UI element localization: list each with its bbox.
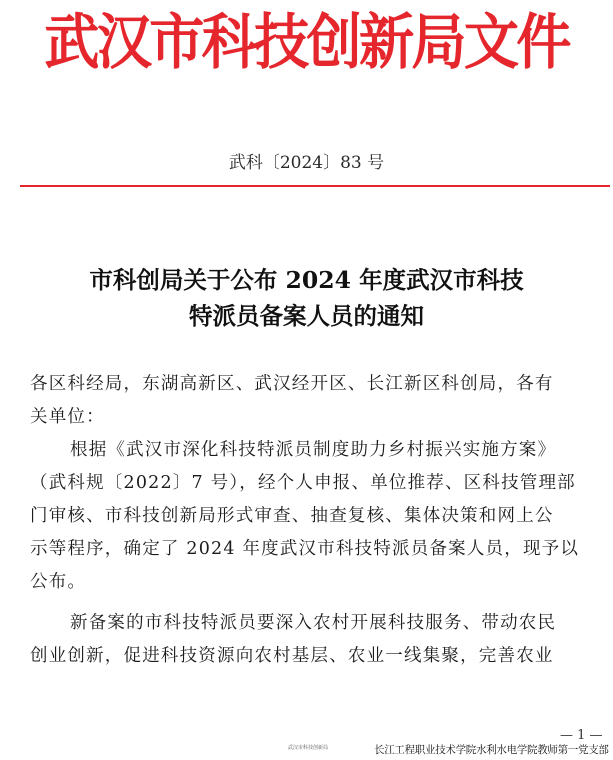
paragraph-2-line-2: 创业创新，促进科技资源向农村基层、农业一线集聚，完善农业 [30, 646, 554, 666]
red-divider-line [20, 185, 610, 187]
paragraph-1-line-4: 示等程序，确定了 2024 年度武汉市科技特派员备案人员，现予以 [30, 539, 580, 559]
paragraph-2-line-1: 新备案的市科技特派员要深入农村开展科技服务、带动农民 [70, 613, 557, 633]
masthead-title: 武汉市科技创新局文件 [44, 8, 569, 78]
paragraph-1-line-1: 根据《武汉市深化科技特派员制度助力乡村振兴实施方案》 [70, 440, 557, 460]
paragraph-1-line-5: 公布。 [30, 572, 87, 592]
footer-stamp-text: 长江工程职业技术学院水利水电学院教师第一党支部 [374, 744, 609, 756]
recipient-line-1: 各区科经局，东湖高新区、武汉经开区、长江新区科创局，各有 [30, 374, 554, 394]
page-number: — 1 — [560, 728, 603, 743]
notice-title [0, 262, 613, 334]
notice-body [30, 368, 613, 673]
document-number: 武科〔2024〕83 号 [228, 153, 385, 173]
notice-title-line-2: 特派员备案人员的通知 [189, 302, 424, 330]
notice-title-line-1: 市科创局关于公布 2024 年度武汉市科技 [89, 266, 524, 294]
publisher-note: 武汉市科技创新局 [288, 745, 329, 751]
paragraph-1-line-3: 门审核、市科技创新局形式审查、抽查复核、集体决策和网上公 [30, 506, 554, 526]
recipient-line-2: 关单位： [30, 407, 105, 427]
paragraph-1-line-2: （武科规〔2022〕7 号），经个人申报、单位推荐、区科技管理部 [30, 473, 576, 493]
